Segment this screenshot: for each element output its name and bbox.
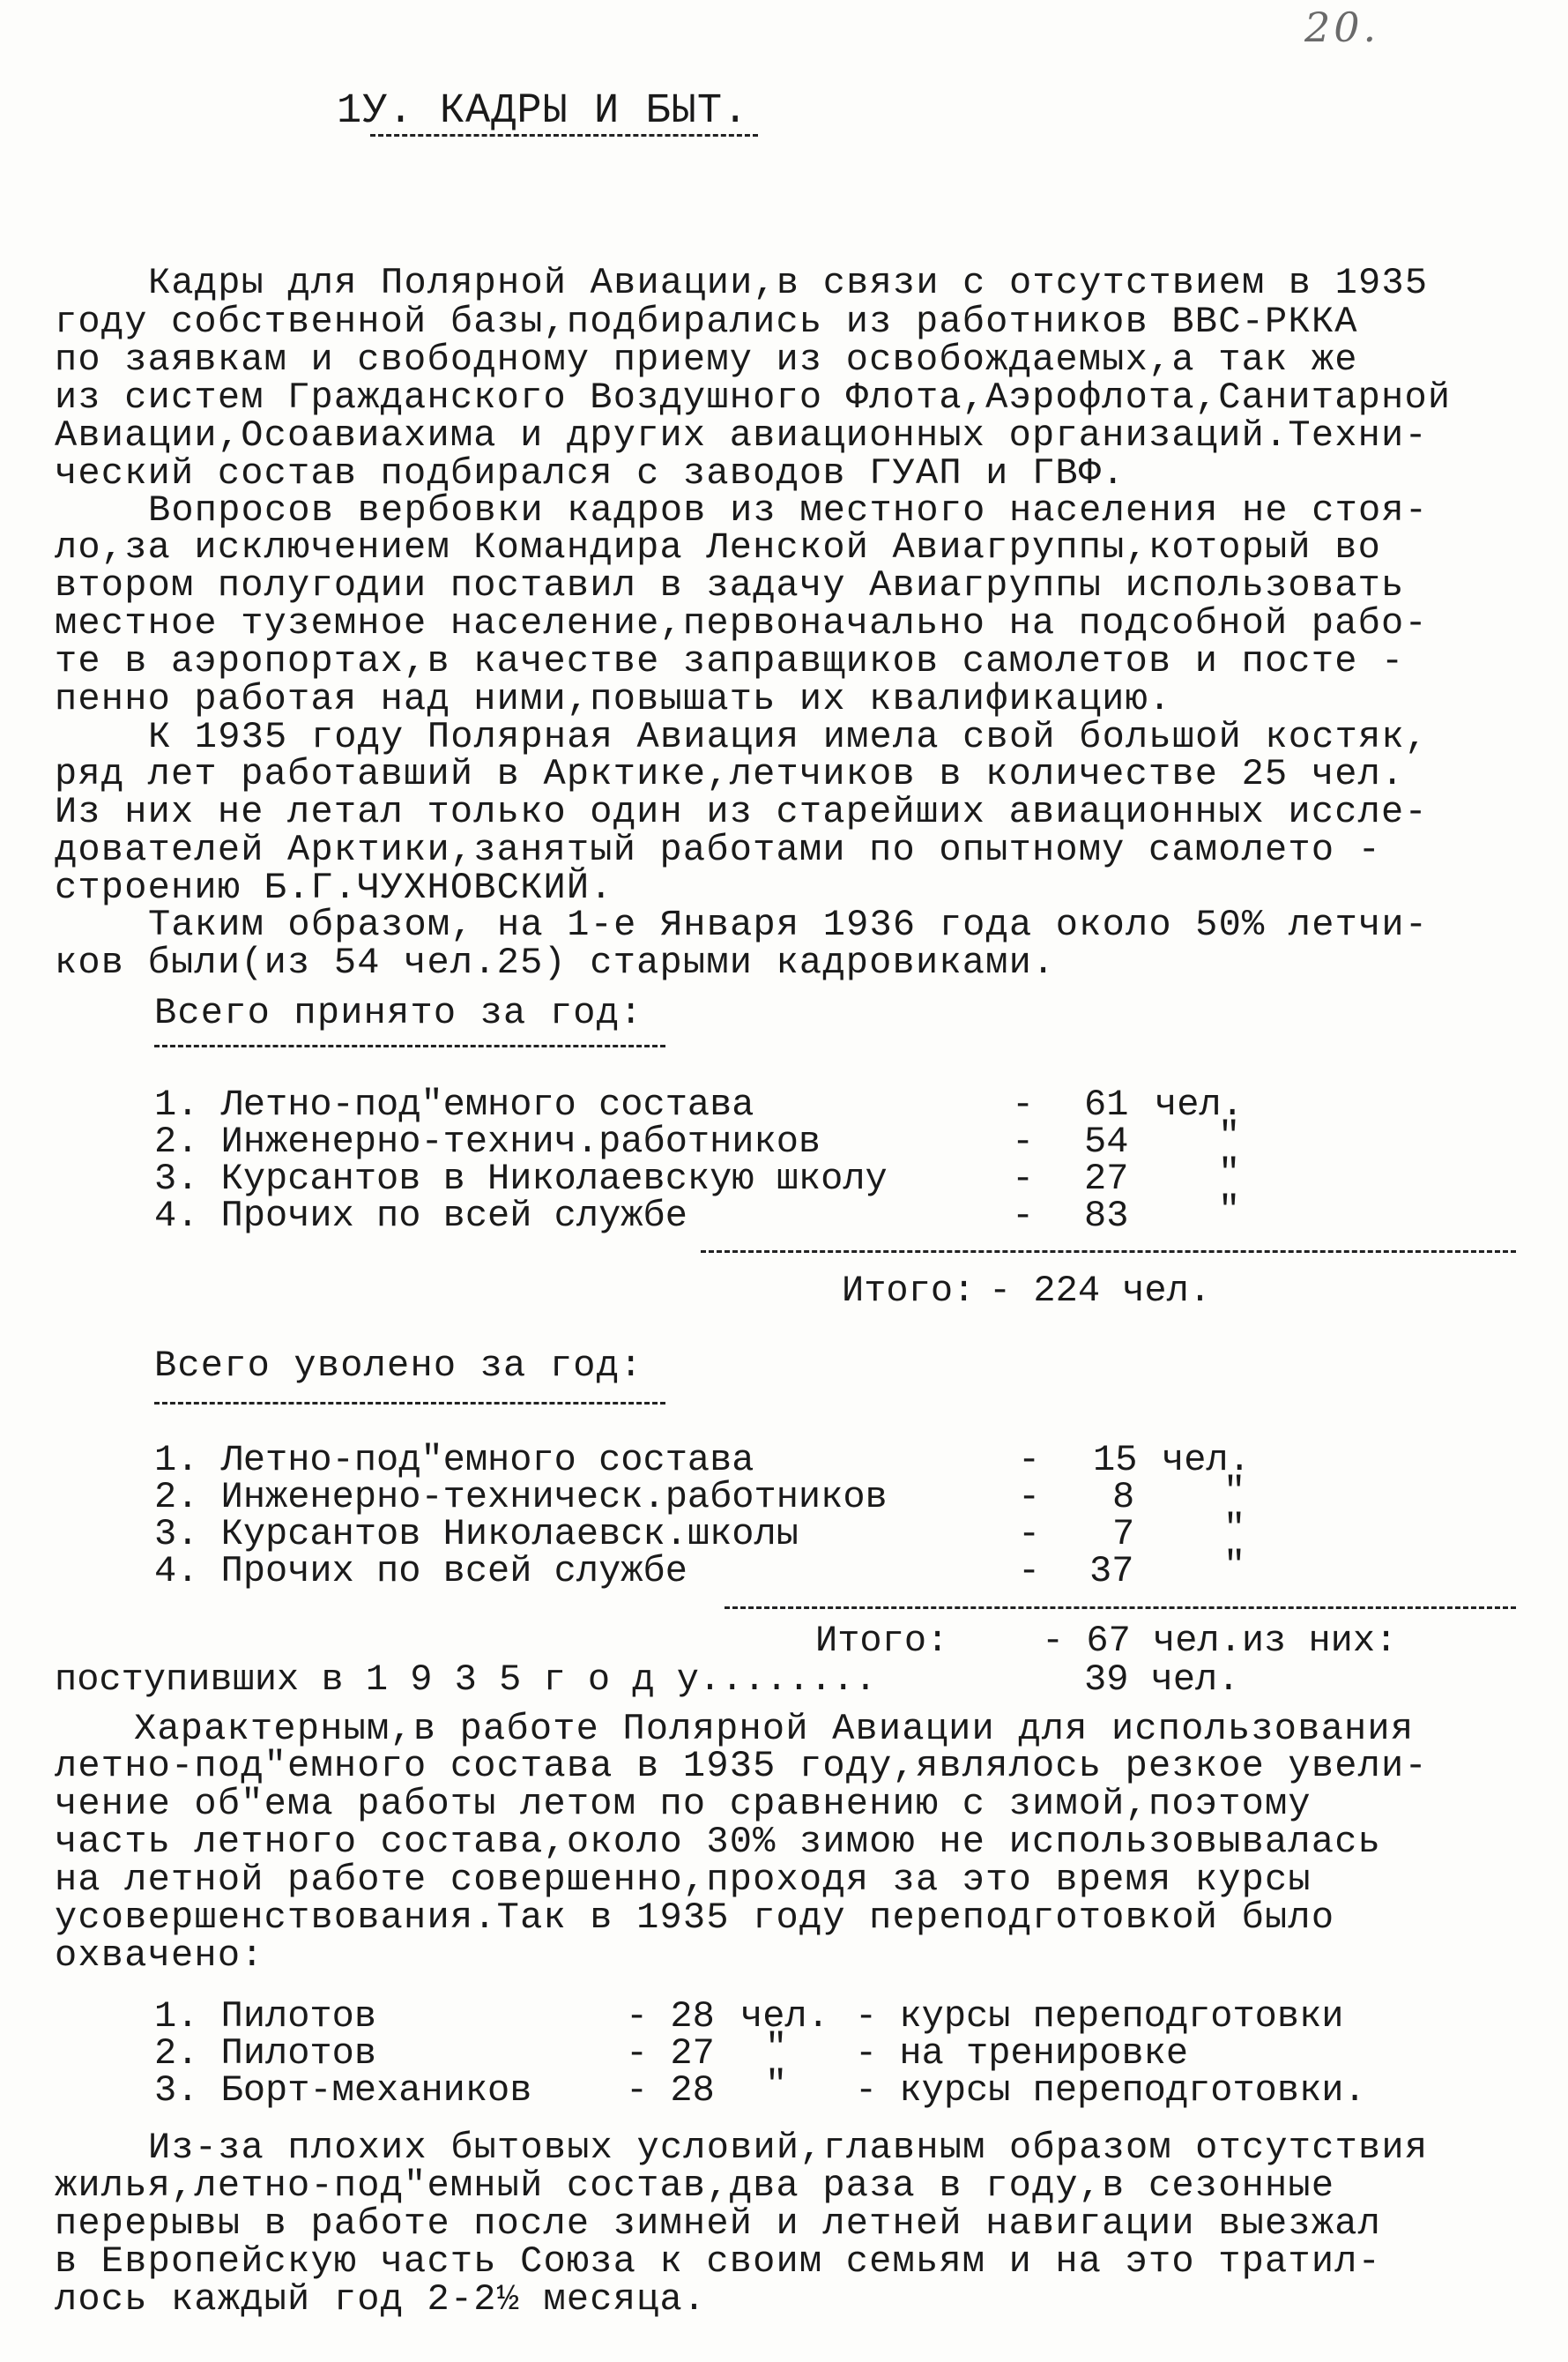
intro-line: по заявкам и свободному приему из освобождаемых,а так же [55,339,1358,381]
intro-line: Кадры для Полярной Авиации,в связи с отсутствием в 1935 [148,262,1429,304]
core-line: строению Б.Г.ЧУХНОВСКИЙ. [55,867,613,909]
core-line: Из них не летал только один из старейших авиационных иссле- [55,791,1428,833]
dismissed-total-value: - 67 чел.из них: [1042,1620,1398,1662]
hired-row-item: 4. Прочих по всей службе [154,1195,687,1237]
dismissed-total-label: Итого: [815,1620,949,1662]
dismissed-row-value: 7 [1112,1513,1135,1555]
recruitment-line: втором полугодии поставил в задачу Авиагруппы использовать [55,564,1405,607]
training-row-item: 3. Борт-механиков [154,2069,532,2112]
recruitment-line: Вопросов вербовки кадров из местного населения не стоя- [148,489,1429,532]
hired-row-unit: чел. [1155,1084,1244,1126]
training-row-value: - 28 [626,2069,715,2112]
training-row-item: 1. Пилотов [154,1995,377,2038]
hired-row-unit: " [1218,1189,1241,1232]
hired-row-value: 27 [1084,1158,1129,1200]
page-number: 20. [1304,4,1380,51]
living-line: лось каждый год 2-2½ месяца. [55,2278,707,2321]
hired-row-dash: - [1012,1121,1035,1163]
dismissed-row-unit: " [1223,1508,1246,1550]
dismissed-row-item: 4. Прочих по всей службе [154,1550,687,1592]
dismissed-row-unit: " [1223,1545,1246,1587]
dismissed-heading: Всего уволено за год: [154,1345,643,1387]
core-line: дователей Арктики,занятый работами по опытному самолето - [55,829,1382,871]
hired-total-value: - 224 чел. [989,1270,1212,1312]
flight-line: охвачено: [55,1934,264,1977]
flight-line: часть летного состава,около 30% зимою не использовывалась [55,1821,1382,1863]
recruitment-line: ло,за исключением Командира Ленской Авиагруппы,который во [55,526,1382,569]
dismissed-row-value: 15 [1093,1439,1138,1481]
recruitment-line: пенно работая над ними,повышать их квалификацию. [55,678,1172,720]
training-row-note: - на тренировке [855,2032,1189,2075]
joined-label: поступивших в 1 9 3 5 г о д у........ [55,1658,877,1701]
summary-line: ков были(из 54 чел.25) старыми кадровиками. [55,942,1056,984]
flight-line: чение об"ема работы летом по сравнению с зимой,поэтому [55,1783,1312,1825]
joined-value: 39 чел. [1084,1658,1240,1701]
dismissed-row-item: 3. Курсантов Николаевск.школы [154,1513,799,1555]
dismissed-row-item: 1. Летно-под"емного состава [154,1439,754,1481]
living-line: перерывы в работе после зимней и летней навигации выезжал [55,2202,1382,2245]
training-row-value: - 27 [626,2032,715,2075]
hired-row-dash: - [1012,1195,1035,1237]
training-row-note: - курсы переподготовки. [855,2069,1366,2112]
living-line: в Европейскую часть Союза к своим семьям и на это тратил- [55,2240,1382,2283]
living-line: жилья,летно-под"емный состав,два раза в году,в сезонные [55,2165,1335,2207]
dismissed-row-value: 8 [1112,1476,1135,1518]
training-row-unit: чел. [740,1995,829,2038]
dismissed-row-unit: " [1223,1471,1246,1513]
recruitment-line: те в аэропортах,в качестве заправщиков самолетов и посте - [55,640,1405,682]
hired-row-dash: - [1012,1158,1035,1200]
hired-heading: Всего принято за год: [154,992,643,1034]
hired-row-item: 3. Курсантов в Николаевскую школу [154,1158,888,1200]
hired-row-unit: " [1218,1115,1241,1158]
hired-heading-underline [154,1045,665,1047]
dismissed-total-rule [725,1606,1516,1609]
core-line: К 1935 году Полярная Авиация имела свой большой костяк, [148,716,1429,758]
intro-line: из систем Гражданского Воздушного Флота,Аэрофлота,Санитарной [55,376,1452,419]
hired-row-unit: " [1218,1152,1241,1195]
training-row-item: 2. Пилотов [154,2032,377,2075]
hired-total-rule [701,1250,1516,1253]
hired-row-value: 83 [1084,1195,1129,1237]
dismissed-row-value: 37 [1089,1550,1134,1592]
hired-row-item: 2. Инженерно-технич.работников [154,1121,821,1163]
dismissed-row-dash: - [1018,1550,1041,1592]
training-row-unit: " [765,2064,788,2106]
dismissed-row-unit: чел. [1162,1439,1251,1481]
flight-line: летно-под"емного состава в 1935 году,являлось резкое увели- [55,1745,1428,1787]
section-title: 1У. КАДРЫ И БЫТ. [337,88,749,135]
intro-line: ческий состав подбирался с заводов ГУАП и ГВФ. [55,452,1126,495]
core-line: ряд лет работавший в Арктике,летчиков в количестве 25 чел. [55,753,1405,795]
flight-line: Характерным,в работе Полярной Авиации для использования [134,1708,1415,1750]
training-row-value: - 28 [626,1995,715,2038]
dismissed-row-item: 2. Инженерно-техническ.работников [154,1476,888,1518]
training-row-note: - курсы переподготовки [855,1995,1344,2038]
dismissed-row-dash: - [1018,1439,1041,1481]
dismissed-row-dash: - [1018,1513,1041,1555]
flight-line: на летной работе совершенно,проходя за это время курсы [55,1859,1312,1901]
dismissed-heading-underline [154,1402,665,1405]
dismissed-row-dash: - [1018,1476,1041,1518]
hired-total-label: Итого: [842,1270,976,1312]
flight-line: усовершенствования.Так в 1935 году переподготовкой было [55,1896,1335,1939]
hired-row-item: 1. Летно-под"емного состава [154,1084,754,1126]
living-line: Из-за плохих бытовых условий,главным образом отсутствия [148,2127,1429,2169]
title-underline [370,134,758,137]
hired-row-dash: - [1012,1084,1035,1126]
hired-row-value: 54 [1084,1121,1129,1163]
intro-line: году собственной базы,подбирались из работников ВВС-РККА [55,301,1358,343]
summary-line: Таким образом, на 1-е Января 1936 года около 50% летчи- [148,904,1429,946]
intro-line: Авиации,Осоавиахима и других авиационных организаций.Техни- [55,414,1428,457]
hired-row-value: 61 [1084,1084,1129,1126]
recruitment-line: местное туземное население,первоначально на подсобной рабо- [55,602,1428,645]
training-row-unit: " [765,2027,788,2069]
